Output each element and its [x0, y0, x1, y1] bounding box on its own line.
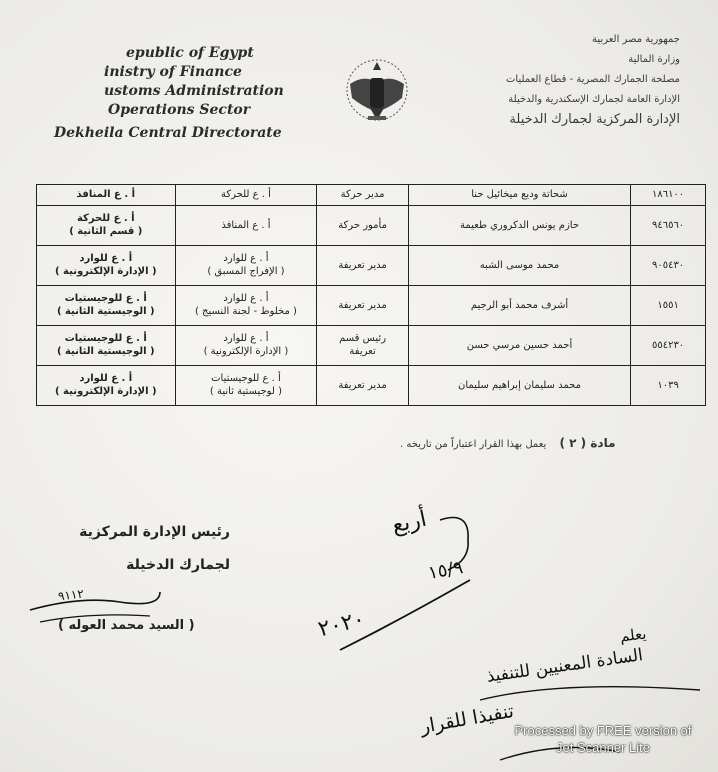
cell-to-sub: ( الوجيستية الثانية )	[56, 346, 155, 358]
cell-from-main: أ . ع للوجيستيات	[211, 373, 281, 385]
scanner-watermark	[496, 722, 710, 756]
eagle-emblem-icon	[342, 50, 412, 134]
article-text: يعمل بهذا القرار اعتباراً من تاريخه .	[400, 439, 547, 450]
cell-id: ٥٥٤٢٣٠	[631, 325, 706, 365]
cell-from	[175, 325, 317, 365]
cell-title: مدير حركة	[317, 185, 408, 206]
cell-from-sub: ( الإدارة الإلكترونية )	[203, 346, 289, 358]
signatory-name: ( السيد محمد العوله )	[58, 618, 195, 633]
table-row	[37, 245, 706, 285]
table-row	[37, 325, 706, 365]
signatory-title-line: رئيس الإدارة المركزية	[79, 524, 230, 540]
cell-title	[317, 325, 408, 365]
cell-from-sub: ( لوجيستية ثانية )	[209, 386, 282, 398]
cell-title: مدير تعريفة	[317, 365, 408, 405]
cell-from-main: أ . ع للوارد	[223, 333, 269, 345]
cell-title: مدير تعريفة	[317, 245, 408, 285]
header-ar-line: جمهورية مصر العربية	[592, 34, 680, 45]
cell-to	[37, 285, 176, 325]
cell-to-sub: ( الإدارة الإلكترونية )	[55, 266, 157, 278]
cell-title: مأمور حركة	[317, 205, 408, 245]
cell-to-main: أ . ع للوارد	[79, 253, 133, 265]
watermark-line: Jet Scanner Lite	[556, 740, 650, 755]
cell-from-sub: ( الإفراج المسبق )	[207, 266, 285, 278]
handwritten-date-word: أربع	[389, 506, 429, 539]
cell-title: مدير تعريفة	[317, 285, 408, 325]
cell-from	[175, 185, 317, 206]
cell-to-sub: ( الوجيستية الثانية )	[56, 306, 155, 318]
cell-from-main: أ . ع للحركة	[220, 189, 271, 201]
cell-to-main: أ . ع المنافذ	[76, 189, 136, 201]
handwritten-year: ٢٠٢٠	[315, 606, 368, 643]
cell-to-main: أ . ع للحركة	[76, 213, 135, 225]
cell-title-main: رئيس قسم	[339, 333, 387, 345]
cell-name: محمد موسى الشبه	[408, 245, 630, 285]
cell-to-main: أ . ع للوجيستيات	[64, 333, 147, 345]
table-row	[37, 365, 706, 405]
cell-from	[175, 365, 317, 405]
cell-from	[175, 245, 317, 285]
signatory-title	[60, 516, 230, 582]
header-en-line: Operations Sector	[108, 102, 251, 118]
header-en-directorate: Dekheila Central Directorate	[54, 125, 282, 141]
header-en-line: ustoms Administration	[104, 83, 284, 99]
cell-from-main: أ . ع المنافذ	[221, 219, 271, 231]
cell-from-sub: ( مخلوط - لجنة النسيج )	[194, 306, 297, 318]
header-arabic	[440, 30, 680, 130]
cell-to-sub: ( الإدارة الإلكترونية )	[55, 386, 157, 398]
cell-name: أشرف محمد أبو الرجيم	[408, 285, 630, 325]
transfer-table	[36, 184, 706, 406]
article-clause	[400, 436, 616, 450]
header-english	[54, 44, 304, 143]
handwritten-initials: ٩١١٢	[57, 586, 85, 604]
cell-from	[175, 205, 317, 245]
cell-id: ٩٤٦٥٦٠	[631, 205, 706, 245]
handwritten-note: السادة المعنيين للتنفيذ	[485, 645, 645, 687]
signatory-title-line: لجمارك الدخيلة	[126, 557, 230, 573]
article-number: مادة ( ٢ )	[559, 436, 616, 450]
header-en-line: inistry of Finance	[104, 64, 242, 80]
header-ar-line: الإدارة العامة لجمارك الإسكندرية والدخيلة	[508, 94, 680, 105]
cell-name: حازم يونس الدكروري طعيمة	[408, 205, 630, 245]
cell-id: ٩٠٥٤٣٠	[631, 245, 706, 285]
header-ar-line: مصلحة الجمارك المصرية - قطاع العمليات	[506, 74, 680, 85]
cell-to-main: أ . ع للوجيستيات	[64, 293, 147, 305]
handwritten-note: يعلم	[619, 624, 648, 646]
handwritten-date-num: ١٥/٩	[426, 557, 465, 584]
cell-to	[37, 365, 176, 405]
cell-to	[37, 245, 176, 285]
cell-name: محمد سليمان إبراهيم سليمان	[408, 365, 630, 405]
cell-id: ١٥٥١	[631, 285, 706, 325]
cell-to	[37, 325, 176, 365]
header-en-line: epublic of Egypt	[126, 45, 254, 61]
table-row	[37, 185, 706, 206]
header-ar-line: وزارة المالية	[628, 54, 680, 65]
handwritten-note: تنفيذا للقرار	[418, 699, 516, 739]
header-ar-directorate: الإدارة المركزية لجمارك الدخيلة	[509, 112, 680, 127]
watermark-line: Processed by FREE version of	[514, 723, 692, 738]
table-row	[37, 205, 706, 245]
cell-to-main: أ . ع للوارد	[79, 373, 133, 385]
cell-to	[37, 205, 176, 245]
cell-to-sub: ( قسم الثانية )	[69, 226, 143, 238]
cell-name: أحمد حسين مرسي حسن	[408, 325, 630, 365]
cell-from-main: أ . ع للوارد	[223, 293, 269, 305]
cell-id: ١٨٦١٠٠	[631, 185, 706, 206]
table-row	[37, 285, 706, 325]
cell-id: ١٠٣٩	[631, 365, 706, 405]
cell-from	[175, 285, 317, 325]
cell-to	[37, 185, 176, 206]
cell-name: شحاتة وديع ميخائيل حنا	[408, 185, 630, 206]
cell-from-main: أ . ع للوارد	[223, 253, 269, 265]
cell-title-sub: تعريفة	[349, 346, 376, 358]
